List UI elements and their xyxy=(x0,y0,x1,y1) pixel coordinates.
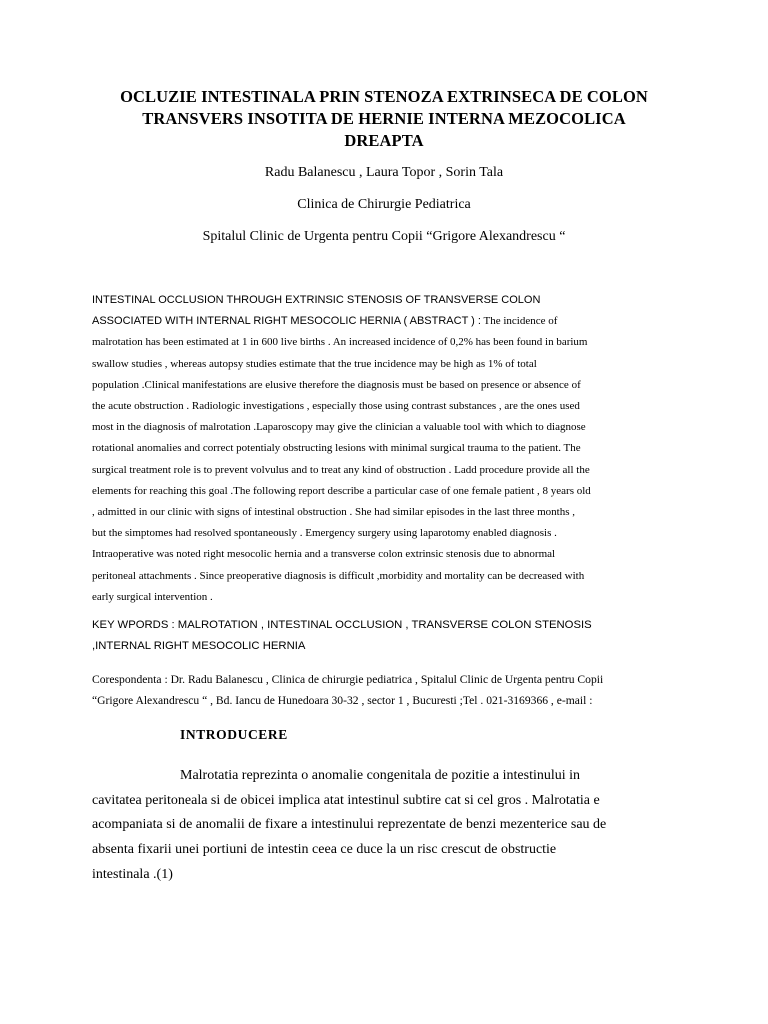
paper-title xyxy=(80,86,688,152)
introduction-line: Malrotatia reprezinta o anomalie congenitala de pozitie a intestinului in xyxy=(180,768,581,783)
introduction-line: absenta fixarii unei portiuni de intestin ceea ce duce la un risc crescut de obstructie xyxy=(92,842,557,858)
keywords-line-1: KEY WPORDS : MALROTATION , INTESTINAL OCCLUSION , TRANSVERSE COLON STENOSIS xyxy=(92,619,592,631)
introduction-heading: INTRODUCERE xyxy=(180,727,288,742)
introduction-line: acompaniata si de anomalii de fixare a intestinului reprezentate de benzi mezenterice sau de xyxy=(92,817,607,833)
abstract-body-line: elements for reaching this goal .The following report describe a particular case of one female patient , 8 years old xyxy=(92,484,591,497)
abstract xyxy=(92,290,682,608)
correspondence xyxy=(92,669,603,711)
abstract-body-line: rotational anomalies and correct potentialy obstructing lesions with minimal surgical trauma to the patient. The xyxy=(92,442,581,455)
hospital: Spitalul Clinic de Urgenta pentru Copii “Grigore Alexandrescu “ xyxy=(202,229,566,244)
abstract-body-line: swallow studies , whereas autopsy studies estimate that the true incidence may be high as 1% of total xyxy=(92,357,537,370)
department: Clinica de Chirurgie Pediatrica xyxy=(297,197,471,212)
abstract-body-line: surgical treatment role is to prevent volvulus and to treat any kind of obstruction . Ladd procedure provide all the xyxy=(92,463,590,476)
abstract-line-2 xyxy=(92,311,682,332)
abstract-body-line: population .Clinical manifestations are elusive therefore the diagnosis must be based on presence or absence of xyxy=(92,378,581,391)
abstract-body-line: peritoneal attachments . Since preoperative diagnosis is difficult ,morbidity and mortality can be decreased with xyxy=(92,569,585,582)
correspondence-line-2: “Grigore Alexandrescu “ , Bd. Iancu de Hunedoara 30-32 , sector 1 , Bucuresti ;Tel . 021-3169366 , e-mail : xyxy=(92,694,593,707)
abstract-body-line: most in the diagnosis of malrotation .Laparoscopy may give the clinician a valuable tool with which to diagnose xyxy=(92,421,586,434)
keywords-line-2: ,INTERNAL RIGHT MESOCOLIC HERNIA xyxy=(92,640,306,652)
keywords xyxy=(92,615,592,657)
abstract-body-line: early surgical intervention . xyxy=(92,590,213,603)
title-line-1: OCLUZIE INTESTINALA PRIN STENOZA EXTRINSECA DE COLON xyxy=(120,87,648,106)
correspondence-line-1: Corespondenta : Dr. Radu Balanescu , Clinica de chirurgie pediatrica , Spitalul Clinic de Urgenta pentru Copii xyxy=(92,673,604,686)
abstract-body-line: but the simptomes had resolved spontaneously . Emergency surgery using laparotomy enabled diagnosis . xyxy=(92,527,557,540)
introduction-line: cavitatea peritoneala si de obicei implica atat intestinul subtire cat si cel gros . Malrotatia e xyxy=(92,792,600,808)
introduction-line: intestinala .(1) xyxy=(92,866,173,882)
title-line-3: DREAPTA xyxy=(344,131,424,150)
abstract-line-2-tail: The incidence of xyxy=(480,315,558,328)
abstract-body-line: , admitted in our clinic with signs of intestinal obstruction . She had similar episodes in the last three months , xyxy=(92,506,576,519)
abstract-body-line: Intraoperative was noted right mesocolic hernia and a transverse colon extrinsic stenosis due to abnormal xyxy=(92,548,556,561)
abstract-heading-line-1: INTESTINAL OCCLUSION THROUGH EXTRINSIC STENOSIS OF TRANSVERSE COLON xyxy=(92,294,541,306)
introduction-paragraph xyxy=(92,764,606,888)
abstract-body-line: malrotation has been estimated at 1 in 600 live births . An increased incidence of 0,2% has been found in barium xyxy=(92,336,588,349)
authors: Radu Balanescu , Laura Topor , Sorin Tala xyxy=(264,165,504,180)
title-line-2: TRANSVERS INSOTITA DE HERNIE INTERNA MEZOCOLICA xyxy=(142,109,626,128)
abstract-heading-line-2: ASSOCIATED WITH INTERNAL RIGHT MESOCOLIC HERNIA ( ABSTRACT ) : xyxy=(92,315,481,328)
abstract-body-line: the acute obstruction . Radiologic investigations , especially those using contrast substances , are the ones used xyxy=(92,400,580,413)
